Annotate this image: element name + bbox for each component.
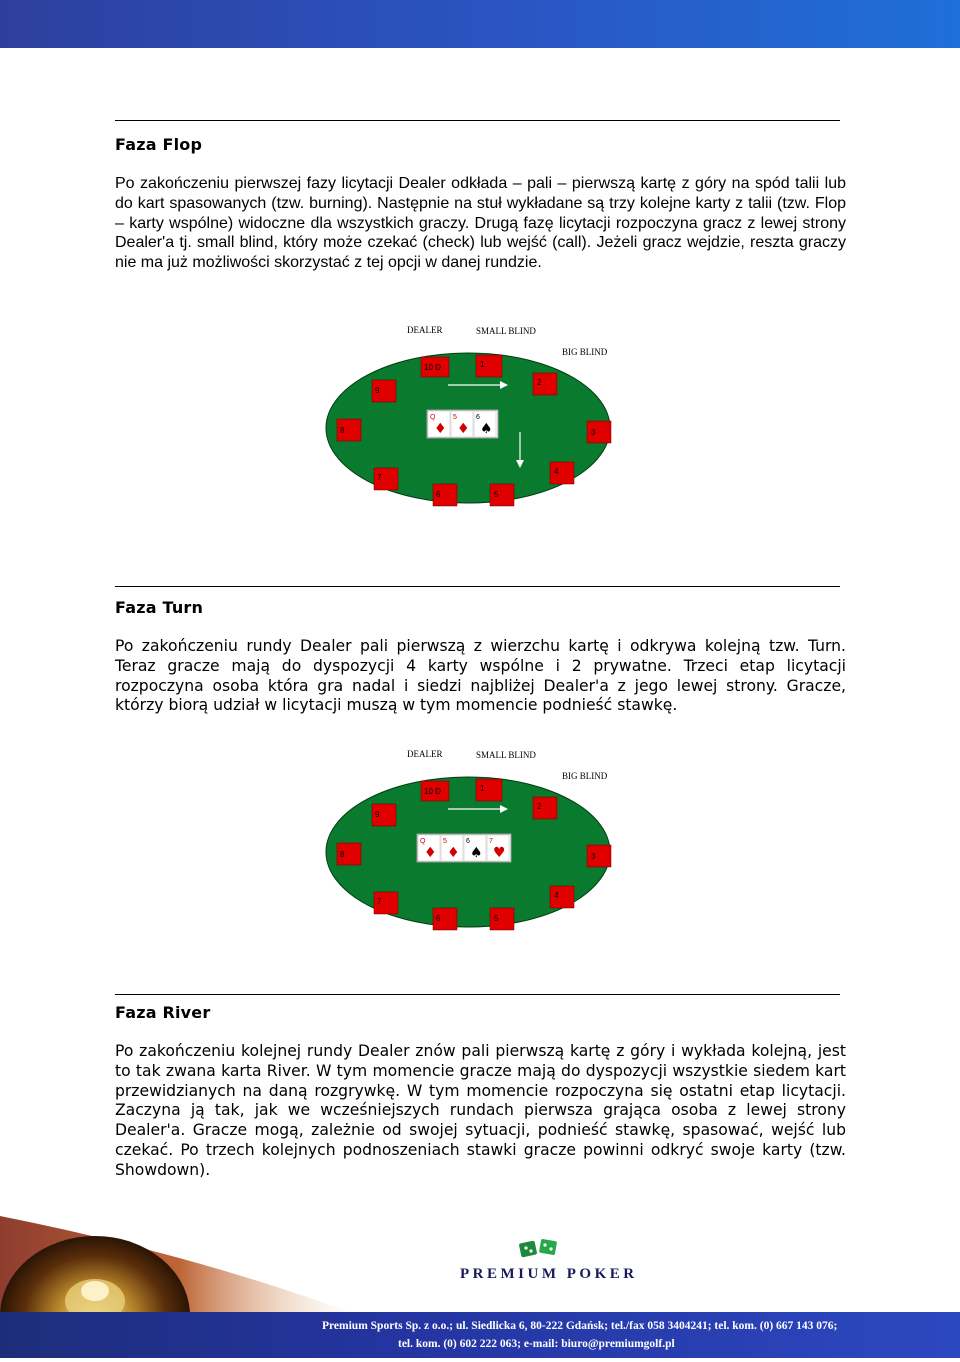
section-body-river: Po zakończeniu kolejnej rundy Dealer znów pali pierwszą kartę z góry i wykłada kolejną, jest to tak zwana karta River. W tym momencie gracze mają do dyspozycji wszystkie siedem kart przewidzianych na daną rozgrywkę. W tym momencie rozpoczyna się ostatni etap licytacji. Zaczyna ją tak, jak we wcześniejszych rundach pierwsza grająca osoba z lewej strony Dealer'a. Gracze mogą, zależnie od swojej sytuacji, podnieść stawkę, spasować, wejść lub czekać. Po trzech kolejnych podnoszeniach stawki gracze powinni odkryć swoje karty (tzw. Showdown). — [115, 1042, 846, 1179]
section-divider — [115, 586, 840, 587]
section-body-flop: Po zakończeniu pierwszej fazy licytacji Dealer odkłada – pali – pierwszą kartę z góry na spód talii lub do kart spasowanych (tzw. burning). Następnie na stuł wykładane są trzy kolejne karty z talii (tzw. Flop – karty wspólne) widoczne dla wszystkich graczy. Drugą fazę licytacji rozpoczyna gracz z lewej strony Dealer'a tj. small blind, który może czekać (check) lub wejść (call). Jeżeli gracz wejdzie, reszta graczy nie ma już możliwości skorzystać z tej opcji w danej rundzie. — [115, 175, 846, 272]
black-suit-icon: ♠ — [470, 845, 483, 861]
section-body-turn: Po zakończeniu rundy Dealer pali pierwszą z wierzchu kartę i odkrywa kolejną tzw. Turn. Teraz gracze mają do dyspozycji 4 karty wspólne i 2 prywatne. Trzeci etap licytacji rozpoczyna osoba która gra nadal i siedzi najbliżej Dealer'a z jego lewej strony. Gracze, którzy biorą udział w licytacji muszą w tym momencie podnieść stawkę. — [115, 637, 846, 715]
footer-bar — [0, 1312, 960, 1358]
seat-5-label: 5 — [494, 490, 499, 499]
seat-6-label: 6 — [436, 914, 441, 923]
big-blind-label: BIG BLIND — [562, 771, 608, 781]
red-suit-icon: ♦ — [457, 421, 470, 437]
section-heading-river: Faza River — [115, 1003, 211, 1022]
seat-10-label: 10 D — [424, 787, 441, 796]
card-rank: Q — [430, 414, 436, 421]
seat-10-label: 10 D — [424, 363, 441, 372]
header-bar — [0, 0, 960, 48]
seat-8-label: 8 — [340, 850, 345, 859]
seat-1-label: 1 — [480, 784, 485, 793]
card-rank: 5 — [453, 414, 457, 421]
seat-2-label: 2 — [537, 378, 542, 387]
section-divider — [115, 994, 840, 995]
card-rank: 6 — [476, 414, 480, 421]
small-blind-label: SMALL BLIND — [476, 750, 536, 760]
section-divider — [115, 120, 840, 121]
card-rank: 5 — [443, 838, 447, 845]
footer-contact-line-1: Premium Sports Sp. z o.o.; ul. Siedlicka 6, 80-222 Gdańsk; tel./fax 058 3404241; tel. kom. (0) 667 143 076; — [322, 1320, 838, 1332]
card-rank: 7 — [489, 838, 493, 845]
red-suit-icon: ♥ — [493, 845, 506, 861]
seat-3-label: 3 — [591, 852, 596, 861]
poker-table-diagram-turn — [320, 746, 620, 946]
seat-7-label: 7 — [377, 897, 382, 906]
seat-9-label: 9 — [375, 386, 380, 395]
seat-7-label: 7 — [377, 473, 382, 482]
premium-poker-logo: PREMIUM POKER — [460, 1266, 638, 1282]
dealer-label: DEALER — [407, 749, 443, 759]
seat-1-label: 1 — [480, 360, 485, 369]
red-suit-icon: ♦ — [424, 845, 437, 861]
card-rank: Q — [420, 838, 426, 845]
card-rank: 6 — [466, 838, 470, 845]
section-heading-turn: Faza Turn — [115, 598, 204, 617]
section-heading-flop: Faza Flop — [115, 135, 203, 154]
seat-2-label: 2 — [537, 802, 542, 811]
seat-9-label: 9 — [375, 810, 380, 819]
seat-4-label: 4 — [554, 891, 559, 900]
seat-4-label: 4 — [554, 467, 559, 476]
footer-contact-line-2: tel. kom. (0) 602 222 063; e-mail: biuro@premiumgolf.pl — [398, 1338, 675, 1350]
seat-3-label: 3 — [591, 428, 596, 437]
big-blind-label: BIG BLIND — [562, 347, 608, 357]
dealer-label: DEALER — [407, 325, 443, 335]
dice-logo-icon — [518, 1238, 566, 1260]
seat-5-label: 5 — [494, 914, 499, 923]
poker-table-diagram-flop — [320, 322, 620, 522]
red-suit-icon: ♦ — [447, 845, 460, 861]
red-suit-icon: ♦ — [434, 421, 447, 437]
small-blind-label: SMALL BLIND — [476, 326, 536, 336]
seat-6-label: 6 — [436, 490, 441, 499]
black-suit-icon: ♠ — [480, 421, 493, 437]
seat-8-label: 8 — [340, 426, 345, 435]
